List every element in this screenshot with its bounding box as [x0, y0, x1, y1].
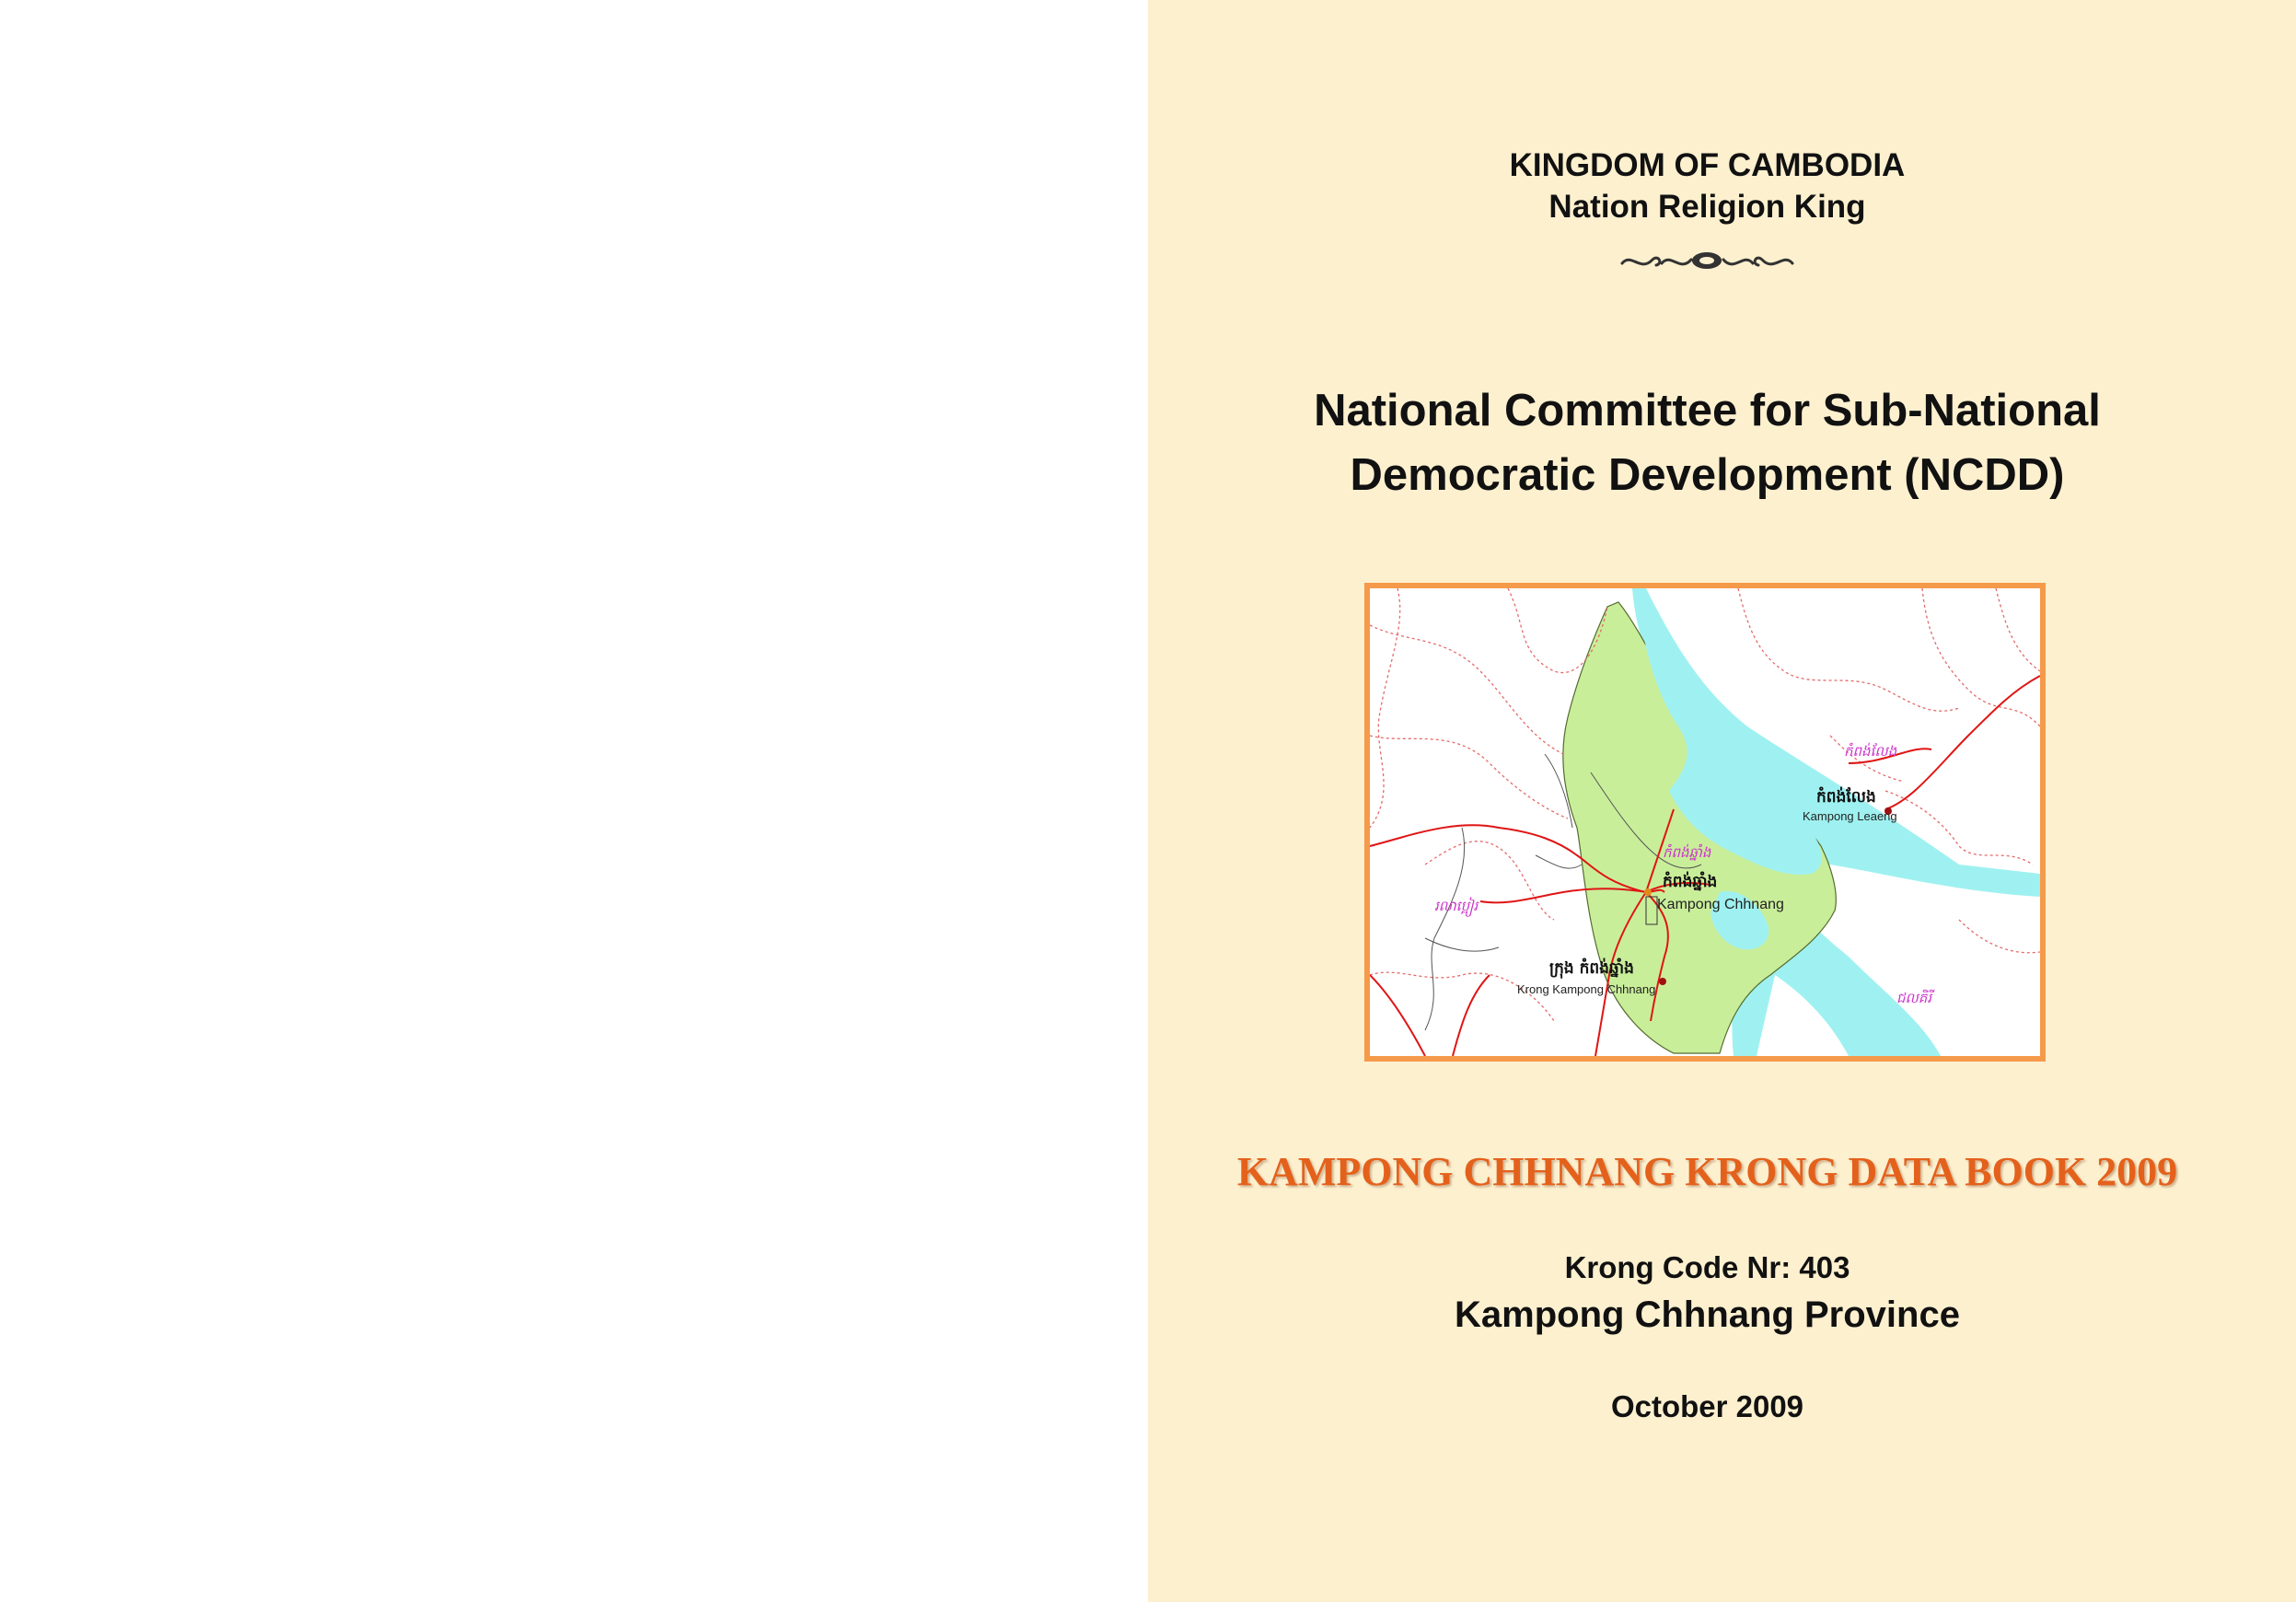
kampong-chhnang-marker — [1644, 888, 1652, 896]
country-heading: KINGDOM OF CAMBODIA — [1509, 147, 1906, 183]
map-label-kampong-leaeng-en: Kampong Leaeng — [1803, 809, 1897, 823]
committee-name-line-2: Democratic Development (NCDD) — [1350, 450, 2065, 500]
krong-code: Krong Code Nr: 403 — [1564, 1250, 1850, 1284]
map-label-commune-top-right: កំពង់លែង — [1844, 743, 1897, 760]
publication-date: October 2009 — [1610, 1389, 1804, 1423]
map-label-commune-bottom-right: ជលគិរី — [1896, 990, 1932, 1006]
scroll-ornament-icon — [1618, 247, 1797, 274]
map-canvas — [1370, 588, 2040, 1056]
map-label-kampong-leaeng-kh: កំពង់លែង — [1816, 788, 1876, 807]
map-label-commune-center: កំពង់ឆ្នាំង — [1663, 844, 1711, 861]
map-label-commune-left: រលាប្អៀរ — [1434, 898, 1478, 914]
province-name: Kampong Chhnang Province — [1455, 1294, 1960, 1335]
national-motto: Nation Religion King — [1548, 189, 1866, 225]
data-book-title: KAMPONG CHHNANG KRONG DATA BOOK 2009 — [1236, 1149, 2178, 1194]
map-label-krong-en: Krong Kampong Chhnang — [1517, 982, 1656, 996]
krong-location-map — [1364, 583, 2046, 1062]
cover-page — [1148, 0, 2296, 1602]
map-label-krong-kh: ក្រុង កំពង់ឆ្នាំង — [1549, 959, 1634, 978]
committee-name-line-1: National Committee for Sub-National — [1314, 386, 2101, 435]
map-label-kampong-chhnang-kh: កំពង់ឆ្នាំង — [1663, 873, 1718, 891]
map-label-kampong-chhnang-en: Kampong Chhnang — [1657, 897, 1784, 912]
krong-marker — [1659, 978, 1666, 985]
